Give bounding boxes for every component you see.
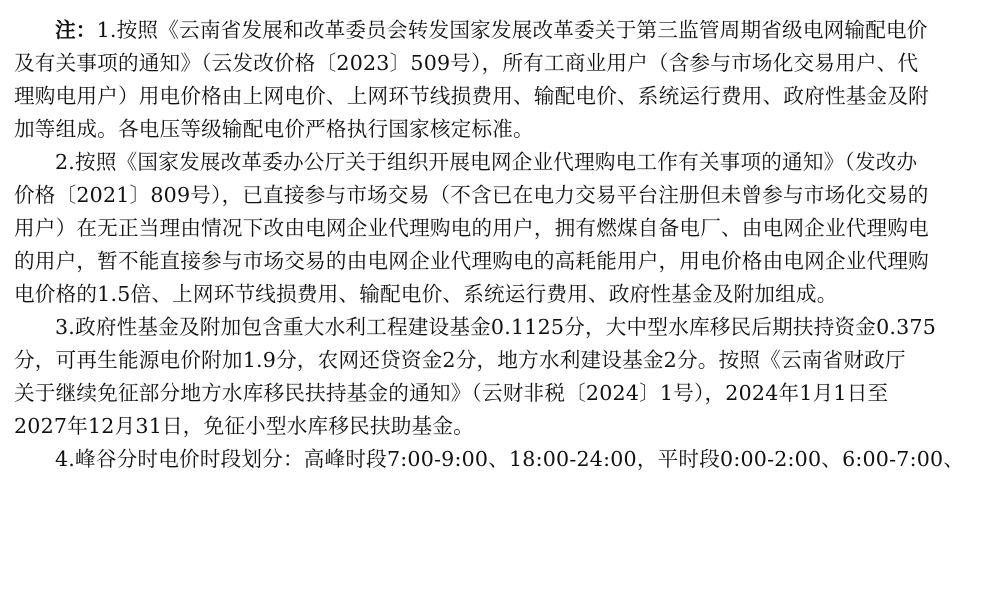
note-line: 2027年12月31日，免征小型水库移民扶助基金。	[14, 414, 474, 438]
note-line: 4.峰谷分时电价时段划分：高峰时段7:00-9:00、18:00-24:00，平时段0:00-2:00、6:00-7:00、	[55, 447, 965, 471]
note-line: 电价格的1.5倍、上网环节线损费用、输配电价、系统运行费用、政府性基金及附加组成。	[14, 282, 838, 306]
note-line: 2.按照《国家发展改革委办公厅关于组织开展电网企业代理购电工作有关事项的通知》（发改办	[55, 150, 918, 174]
note-label: 注：	[55, 18, 97, 42]
note-line	[14, 14, 984, 47]
note-line: 用户）在无正当理由情况下改由电网企业代理购电的用户，拥有燃煤自备电厂、由电网企业代理购电	[14, 216, 929, 240]
note-item-2	[14, 146, 984, 311]
note-line: 加等组成。各电压等级输配电价严格执行国家核定标准。	[14, 117, 534, 141]
note-item-3	[14, 311, 984, 443]
note-text: 1.按照《云南省发展和改革委员会转发国家发展改革委关于第三监管周期省级电网输配电价	[96, 18, 928, 42]
note-item-1	[14, 14, 984, 146]
note-line: 的用户，暂不能直接参与市场交易的由电网企业代理购电的高耗能用户，用电价格由电网企业代理购	[14, 249, 929, 273]
note-line: 价格〔2021〕809号），已直接参与市场交易（不含已在电力交易平台注册但未曾参与市场化交易的	[14, 183, 929, 207]
note-line: 理购电用户）用电价格由上网电价、上网环节线损费用、输配电价、系统运行费用、政府性基金及附	[14, 84, 929, 108]
note-line: 关于继续免征部分地方水库移民扶持基金的通知》（云财非税〔2024〕1号），2024年1月1日至	[14, 381, 889, 405]
note-line: 分，可再生能源电价附加1.9分，农网还贷资金2分，地方水利建设基金2分。按照《云南省财政厅	[14, 348, 906, 372]
document-body	[14, 14, 984, 476]
note-item-4	[14, 443, 984, 476]
note-line: 及有关事项的通知》（云发改价格〔2023〕509号），所有工商业用户（含参与市场化交易用户、代	[14, 51, 919, 75]
note-line: 3.政府性基金及附加包含重大水利工程建设基金0.1125分，大中型水库移民后期扶持资金0.375	[55, 315, 937, 339]
